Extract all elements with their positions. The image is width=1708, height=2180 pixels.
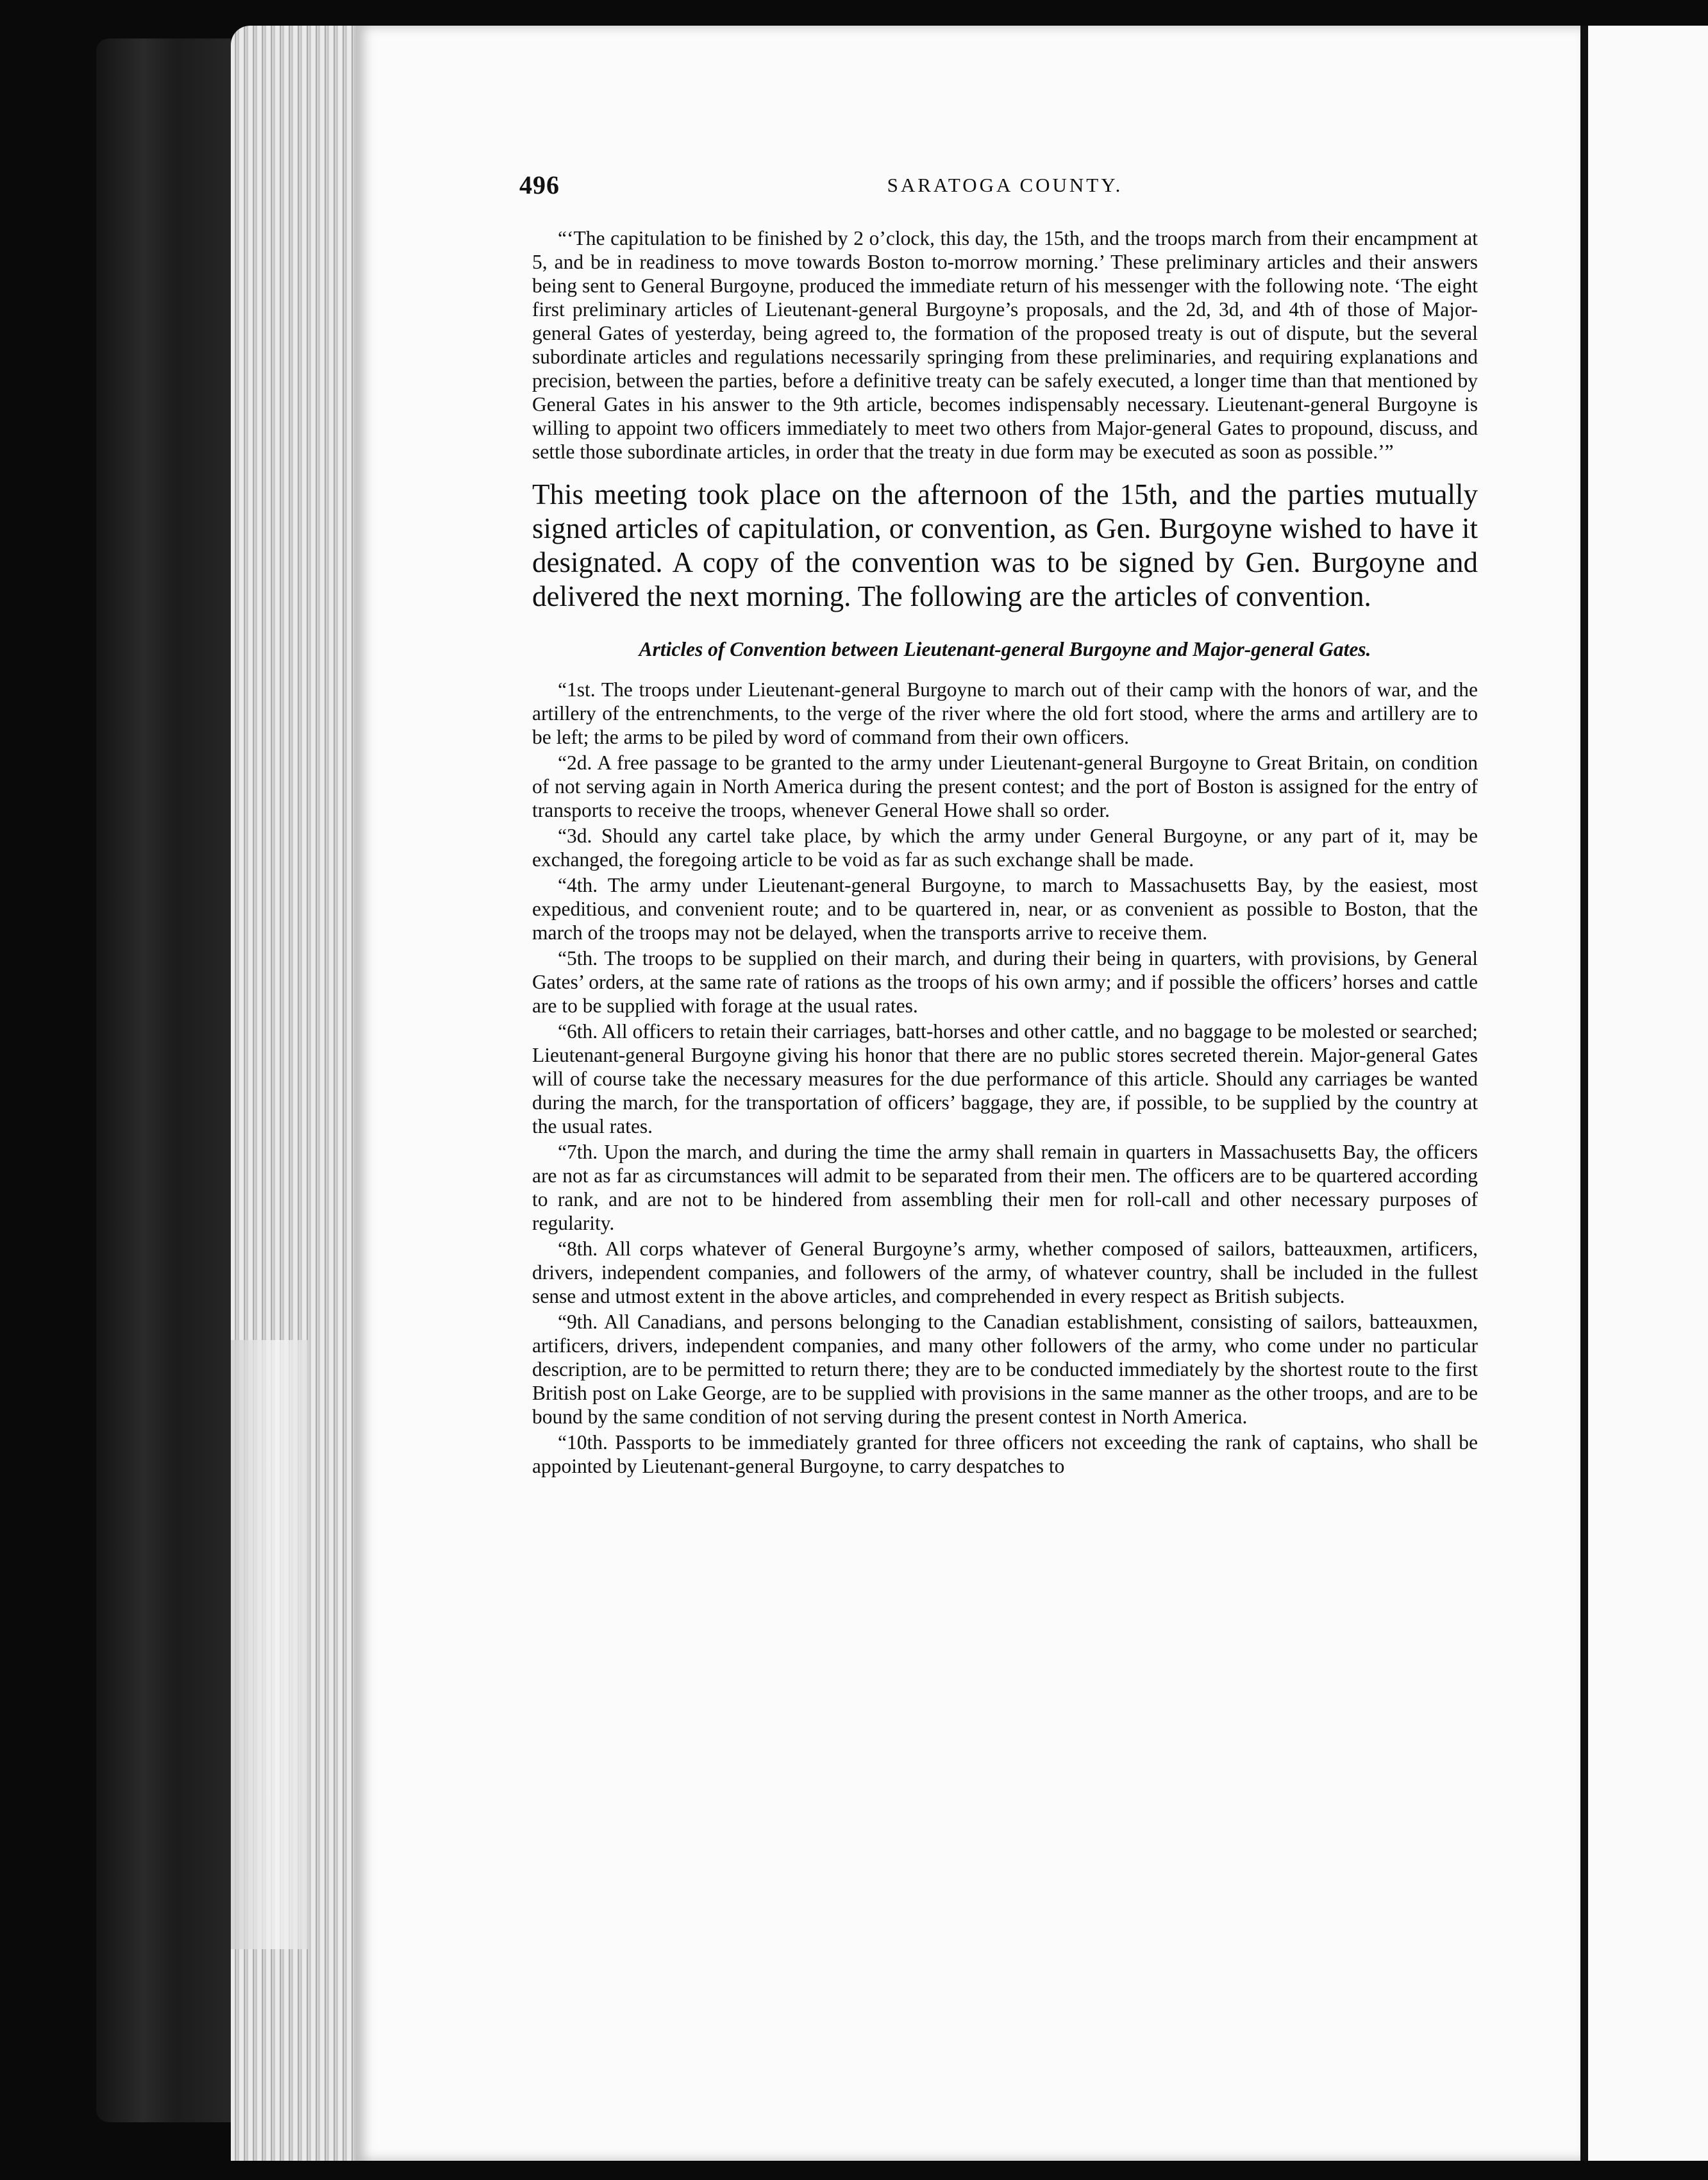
book-spine: [96, 38, 231, 2122]
narrative-paragraph: This meeting took place on the afternoon of the 15th, and the parties mutually signed articles of capitulation, or convention, as Gen. Burgoyne wished to have it designated. A copy of the convention was to be signed by Gen. Burgoyne and delivered the next morning. The following are the articles of convention.: [532, 478, 1478, 612]
page-gutter: [1580, 26, 1588, 2161]
page-text-block: [519, 170, 1478, 1480]
article-item: “6th. All officers to retain their carriages, batt-horses and other cattle, and no baggage to be molested or searched; Lieutenant-general Burgoyne giving his honor that there are no public stores secreted therein. Major-general Gates will of course take the necessary measures for the due performance of this article. Should any carriages be wanted during the march, for the transportation of officers’ baggage, they are, if possible, to be supplied by the country at the usual rates.: [532, 1020, 1478, 1137]
article-item: “5th. The troops to be supplied on their march, and during their being in quarters, with provisions, by General Gates’ orders, at the same rate of rations as the troops of his own army; and if possible the officers’ horses and cattle are to be supplied with forage at the usual rates.: [532, 947, 1478, 1017]
page-edges: [231, 26, 359, 2161]
running-title: SARATOGA COUNTY.: [887, 174, 1123, 196]
article-item: “10th. Passports to be immediately granted for three officers not exceeding the rank of captains, who shall be appointed by Lieutenant-general Burgoyne, to carry despatches to: [532, 1431, 1478, 1477]
running-head: [519, 170, 1478, 208]
facing-page-edge: [1588, 26, 1708, 2161]
article-item: “7th. Upon the march, and during the time the army shall remain in quarters in Massachusetts Bay, the officers are not as far as circumstances will admit to be separated from their men. The officers are to be quartered according to rank, and are not to be hindered from assembling their men for roll-call and other necessary purposes of regularity.: [532, 1141, 1478, 1234]
article-item: “3d. Should any cartel take place, by which the army under General Burgoyne, or any part of it, may be exchanged, the foregoing article to be void as far as such exchange shall be made.: [532, 825, 1478, 871]
article-item: “4th. The army under Lieutenant-general Burgoyne, to march to Massachusetts Bay, by the easiest, most expeditious, and convenient route; and to be quartered in, near, or as convenient as possible to Boston, that the march of the troops may not be delayed, when the transports arrive to receive them.: [532, 874, 1478, 944]
page-number: 496: [519, 171, 560, 199]
quoted-note: “‘The capitulation to be finished by 2 o’clock, this day, the 15th, and the troops march from their encampment at 5, and be in readiness to move towards Boston to-morrow morning.’ These preliminary articles and their answers being sent to General Burgoyne, produced the immediate return of his messenger with the following note. ‘The eight first preliminary articles of Lieutenant-general Burgoyne’s proposals, and the 2d, 3d, and 4th of those of Major-general Gates of yesterday, being agreed to, the formation of the proposed treaty is out of dispute, but the several subordinate articles and regulations necessarily springing from these preliminaries, and requiring explanations and precision, between the parties, before a definitive treaty can be safely executed, a longer time than that mentioned by General Gates in his answer to the 9th article, becomes indispensably necessary. Lieutenant-general Burgoyne is willing to appoint two officers immediately to meet two others from Major-general Gates to propound, discuss, and settle those subordinate articles, in order that the treaty in due form may be executed as soon as possible.’”: [532, 227, 1478, 463]
article-item: “8th. All corps whatever of General Burgoyne’s army, whether composed of sailors, batteauxmen, artificers, drivers, independent companies, and followers of the army, of whatever country, shall be included in the fullest sense and utmost extent in the above articles, and comprehended in every respect as British subjects.: [532, 1237, 1478, 1307]
articles-list: [532, 678, 1478, 1478]
article-item: “9th. All Canadians, and persons belonging to the Canadian establishment, consisting of sailors, batteauxmen, artificers, drivers, independent companies, and many other followers of the army, who come under no particular description, are to be permitted to return there; they are to be conducted immediately by the shortest route to the first British post on Lake George, are to be supplied with provisions in the same manner as the other troops, and are to be bound by the same condition of not serving during the present contest in North America.: [532, 1311, 1478, 1428]
section-heading: Articles of Convention between Lieutenant-general Burgoyne and Major-general Gates.: [639, 638, 1371, 660]
article-item: “1st. The troops under Lieutenant-general Burgoyne to march out of their camp with the honors of war, and the artillery of the entrenchments, to the verge of the river where the old fort stood, where the arms and artillery are to be left; the arms to be piled by word of command from their own officers.: [532, 678, 1478, 748]
article-item: “2d. A free passage to be granted to the army under Lieutenant-general Burgoyne to Great Britain, on condition of not serving again in North America during the present contest; and the port of Boston is assigned for the entry of transports to receive the troops, whenever General Howe shall so order.: [532, 751, 1478, 821]
